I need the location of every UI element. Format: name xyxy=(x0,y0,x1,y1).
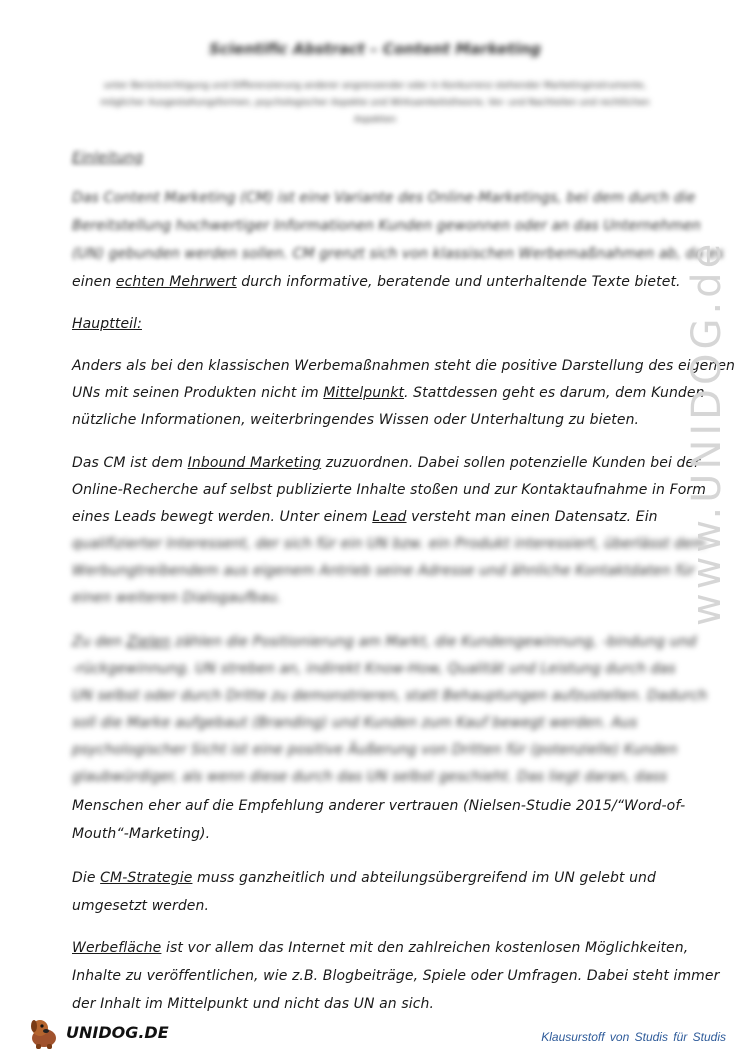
underlined-term: echten Mehrwert xyxy=(115,274,237,290)
text-segment: Die xyxy=(72,870,101,886)
p3-line-5: psychologischer Sicht ist eine positive Äußerung von Dritten für (potenzielle) Kunden xyxy=(72,742,678,758)
p3-line-7: Menschen eher auf die Empfehlung anderer vertrauen (Nielsen-Studie 2015/“Word-of- xyxy=(72,798,686,814)
p3-line-4: soll die Marke aufgebaut (Branding) und Kunden zum Kauf bewegt werden. Aus xyxy=(72,715,638,731)
text-segment: versteht man einen Datensatz. Ein xyxy=(406,509,658,525)
intro-line-2: Bereitstellung hochwertiger Informationen Kunden gewonnen oder an das Unternehmen xyxy=(72,218,701,234)
text-segment: ist vor allem das Internet mit den zahlreichen kostenlosen Möglichkeiten, xyxy=(161,940,689,956)
p1-line-3: nützliche Informationen, weiterbringendes Wissen oder Unterhaltung zu bieten. xyxy=(72,412,640,428)
watermark-text: www.UNIDOG.de xyxy=(684,240,730,627)
text-segment: muss ganzheitlich und abteilungsübergreifend im UN gelebt und xyxy=(192,870,656,886)
text-segment: zuzuordnen. Dabei sollen potenzielle Kunden bei der xyxy=(321,455,701,471)
document-subtitle: unter Berücksichtigung und Differenzierung anderer angrenzender oder in Konkurrenz stehender Marketinginstrumente, möglicher Ausgestaltungsformen, psychologischer Aspekte und Wirksamkeitstheorie, Vor- und Nachteilen und rechtlichen Aspekten xyxy=(100,81,650,125)
p4-line-1 xyxy=(72,870,656,886)
p4-line-2: umgesetzt werden. xyxy=(72,898,210,914)
p5-line-1 xyxy=(72,940,688,956)
p2-line-6: einen weiteren Dialogaufbau. xyxy=(72,590,282,606)
document-title: Scientific Abstract – Content Marketing xyxy=(208,40,542,58)
p1-line-1: Anders als bei den klassischen Werbemaßnahmen steht die positive Darstellung des eigenen xyxy=(72,358,736,374)
p2-line-1 xyxy=(72,455,700,471)
text-segment: Das CM ist dem xyxy=(72,455,188,471)
text-segment: UNs mit seinen Produkten nicht im xyxy=(72,385,324,401)
underlined-term: Werbefläche xyxy=(72,940,162,956)
intro-line-4 xyxy=(72,274,681,290)
text-segment: eines Leads bewegt werden. Unter einem xyxy=(72,509,373,525)
p5-line-3: der Inhalt im Mittelpunkt und nicht das UN an sich. xyxy=(72,996,435,1012)
p2-line-3 xyxy=(72,509,658,525)
underlined-term: CM-Strategie xyxy=(100,870,193,886)
text-segment: . Stattdessen geht es darum, dem Kunden xyxy=(404,385,705,401)
text-segment: einen xyxy=(72,274,116,290)
p2-line-2: Online-Recherche auf selbst publizierte Inhalte stoßen und zur Kontaktaufnahme in Form xyxy=(72,482,706,498)
p2-line-5: Werbungtreibendem aus eigenem Antrieb seine Adresse und ähnliche Kontaktdaten für xyxy=(72,563,696,579)
heading-main: Hauptteil: xyxy=(72,316,142,332)
footer-tagline: Klausurstoff von Studis für Studis xyxy=(541,1030,726,1044)
heading-intro: Einleitung xyxy=(72,150,144,166)
p5-line-2: Inhalte zu veröffentlichen, wie z.B. Blogbeiträge, Spiele oder Umfragen. Dabei steht immer xyxy=(72,968,720,984)
p3-line-2: -rückgewinnung. UN streben an, indirekt Know-How, Qualität und Leistung durch das xyxy=(72,661,676,677)
intro-line-3: (UN) gebunden werden sollen. CM grenzt sich von klassischen Werbemaßnahmen ab, da es xyxy=(72,246,724,262)
dog-icon xyxy=(26,1014,62,1050)
intro-line-1: Das Content Marketing (CM) ist eine Variante des Online-Marketings, bei dem durch die xyxy=(72,190,696,206)
underlined-term: Mittelpunkt xyxy=(323,385,405,401)
text-segment: durch informative, beratende und unterhaltende Texte bietet. xyxy=(236,274,681,290)
unidog-logo xyxy=(26,1012,169,1052)
logo-text: UNIDOG.DE xyxy=(66,1022,169,1042)
underlined-term: Inbound Marketing xyxy=(187,455,322,471)
p3-line-3: UN selbst oder durch Dritte zu demonstrieren, statt Behauptungen aufzustellen. Dadurch xyxy=(72,688,708,704)
p2-line-4: qualifizierter Interessent, der sich für ein UN bzw. ein Produkt interessiert, überlässt dem xyxy=(72,536,706,552)
text-segment: Zu den xyxy=(72,634,127,650)
p3-line-1 xyxy=(72,634,697,650)
underlined-term: Zielen xyxy=(126,634,171,650)
underlined-term: Lead xyxy=(372,509,407,525)
p3-line-8: Mouth“-Marketing). xyxy=(72,826,211,842)
p3-line-6: glaubwürdiger, als wenn diese durch das UN selbst geschieht. Das liegt daran, dass xyxy=(72,769,668,785)
p1-line-2 xyxy=(72,385,705,401)
text-segment: zählen die Positionierung am Markt, die Kundengewinnung, -bindung und xyxy=(170,634,697,650)
